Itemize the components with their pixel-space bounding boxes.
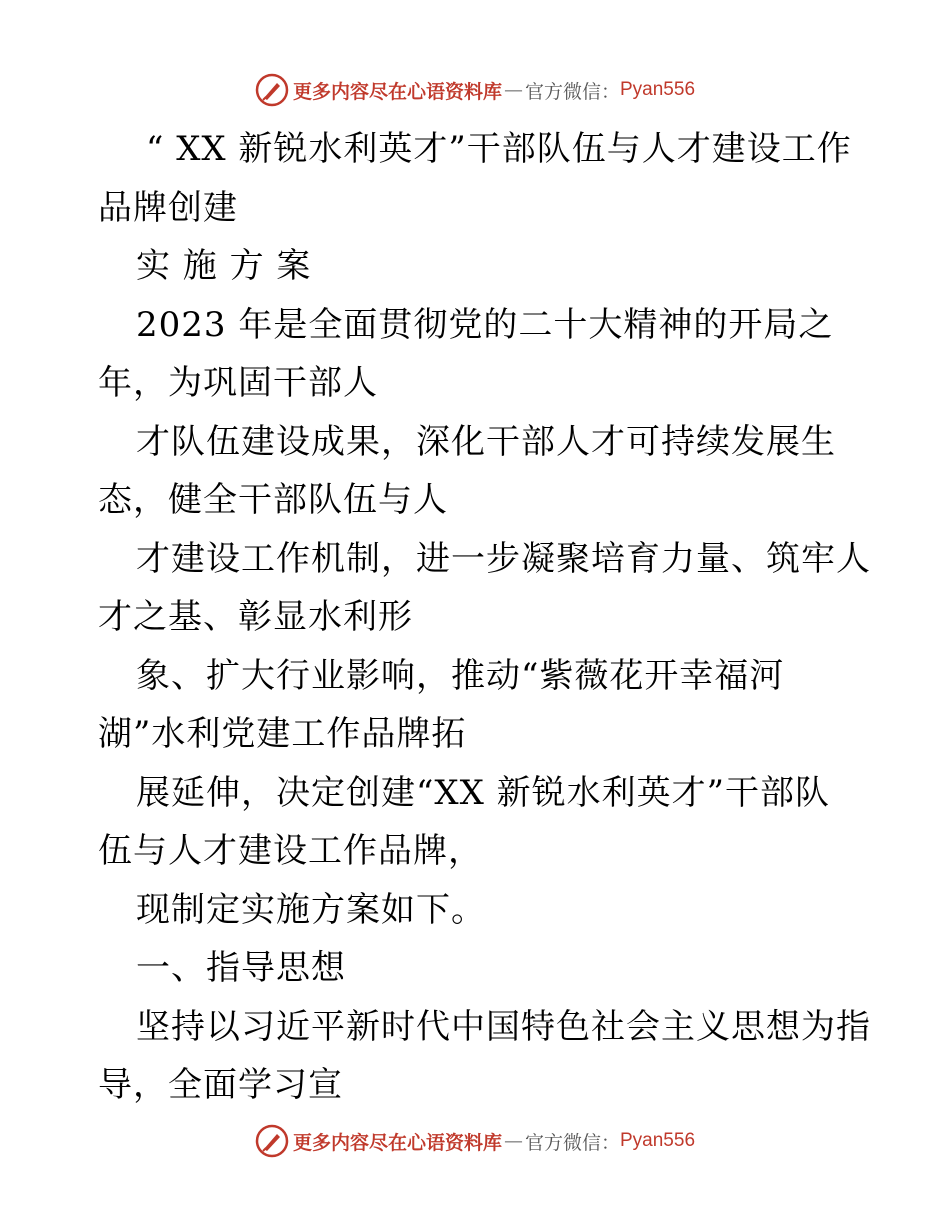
watermark-footer <box>0 1121 950 1161</box>
paragraph-line: 才建设工作机制，进一步凝聚培育力量、筑牢人 <box>136 538 871 579</box>
watermark-brand: 更多内容尽在心语资料库 <box>292 1131 502 1154</box>
paragraph-line: 坚持以习近平新时代中国特色社会主义思想为指 <box>136 1006 871 1047</box>
paragraph-line: 态，健全干部队伍与人 <box>98 480 448 520</box>
section-heading: 一、指导思想 <box>136 948 346 988</box>
paragraph-line: 现制定实施方案如下。 <box>136 889 486 930</box>
title-line-2: 品牌创建 <box>98 187 238 228</box>
paragraph-line: 才之基、彰显水利形 <box>98 597 413 637</box>
watermark-brand: 更多内容尽在心语资料库 <box>292 80 502 103</box>
paragraph-line: 2023 年是全面贯彻党的二十大精神的开局之 <box>136 304 834 345</box>
watermark-separator: — <box>503 1130 523 1152</box>
watermark-header <box>0 70 950 110</box>
watermark-official-label: 官方微信： <box>524 1131 620 1154</box>
watermark-wechat-id: Pyan556 <box>620 1130 696 1151</box>
watermark-separator: — <box>503 79 523 101</box>
title-line-1: “ XX 新锐水利英才”干部队伍与人才建设工作 <box>146 129 852 169</box>
document-body <box>98 120 871 1115</box>
paragraph-line: 年，为巩固干部人 <box>98 363 378 403</box>
watermark-wechat-id: Pyan556 <box>620 79 696 100</box>
paragraph-line: 才队伍建设成果，深化干部人才可持续发展生 <box>136 421 836 462</box>
paragraph-line: 导，全面学习宣 <box>98 1065 343 1105</box>
quill-logo-icon <box>255 73 289 107</box>
subtitle-line: 实 施 方 案 <box>136 246 312 286</box>
paragraph-line: 湖”水利党建工作品牌拓 <box>98 714 467 754</box>
watermark-official-label: 官方微信： <box>524 80 620 103</box>
paragraph-line: 伍与人才建设工作品牌， <box>98 831 483 871</box>
quill-logo-icon <box>255 1124 289 1158</box>
paragraph-line: 象、扩大行业影响，推动“紫薇花开幸福河 <box>136 655 785 696</box>
paragraph-line: 展延伸，决定创建“XX 新锐水利英才”干部队 <box>136 772 830 813</box>
